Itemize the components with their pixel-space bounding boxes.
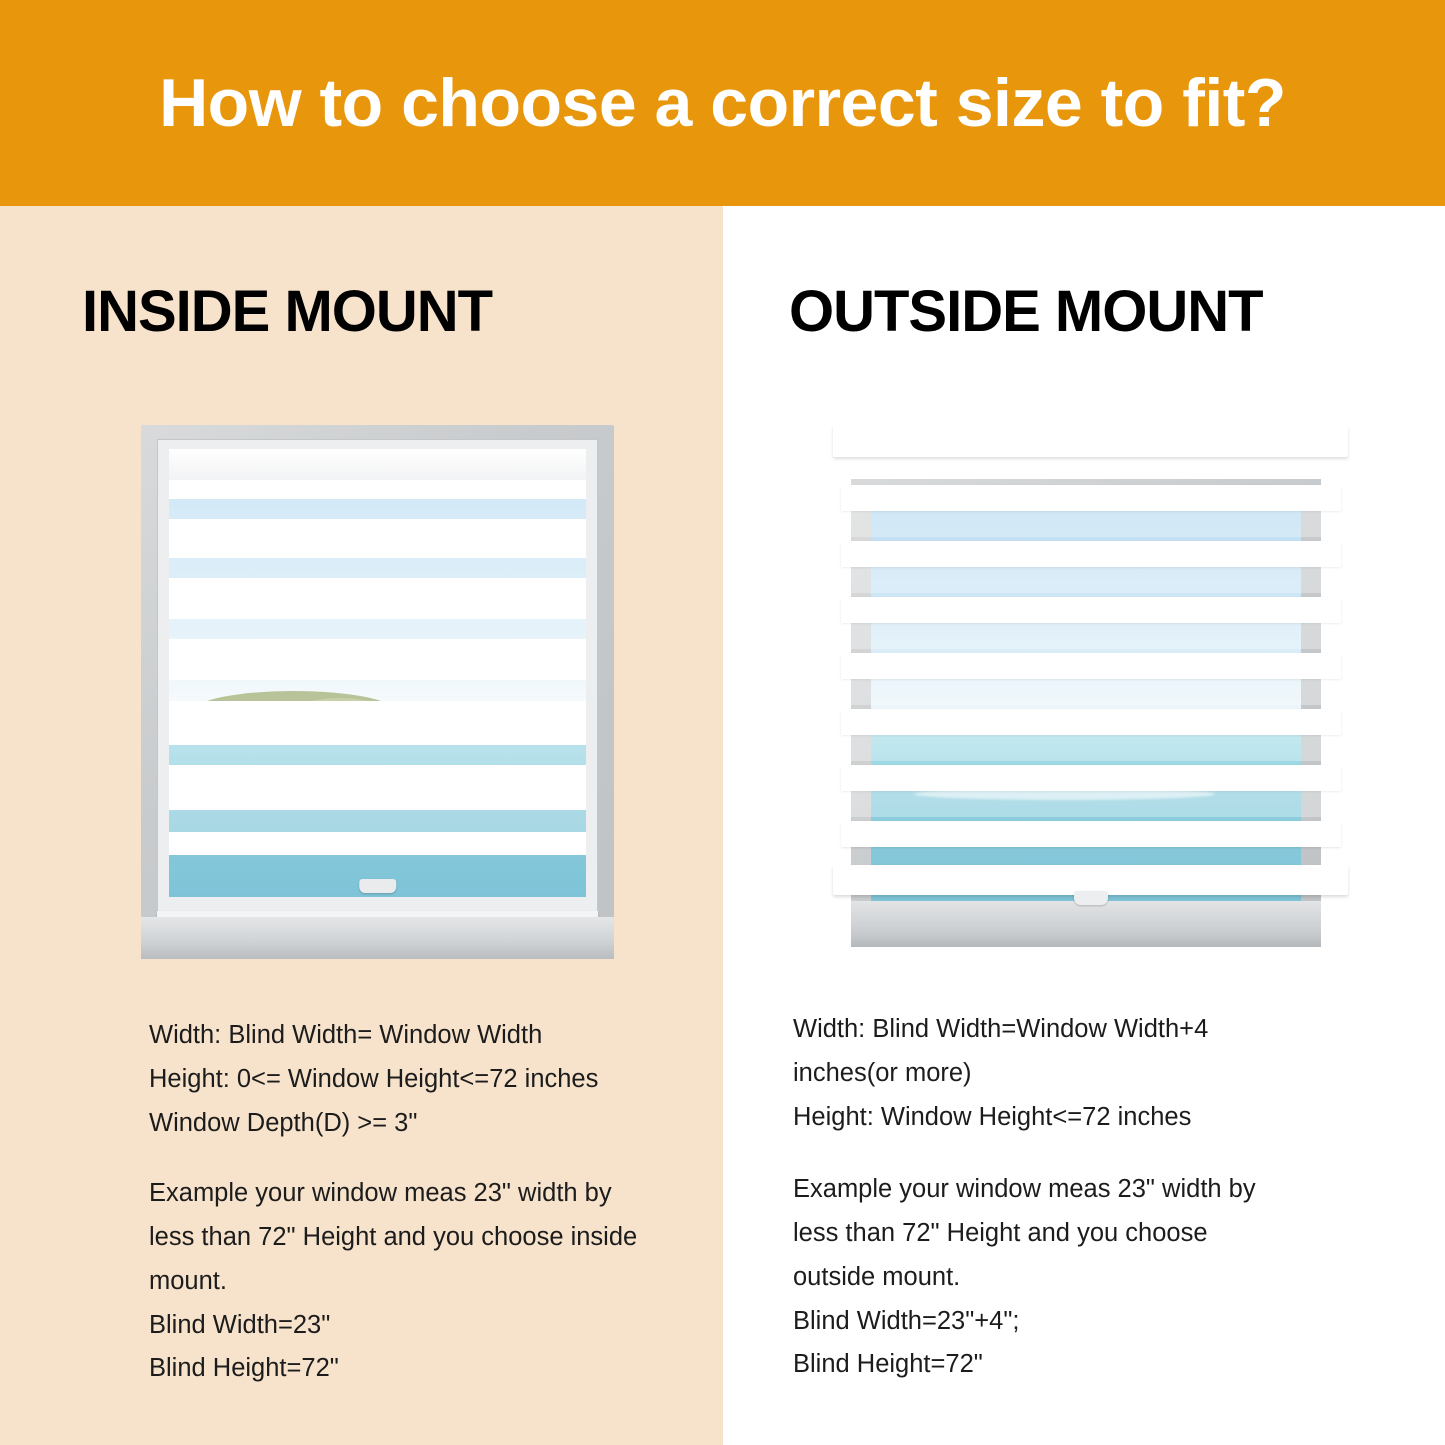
blind-slat xyxy=(841,485,1341,511)
blind-headrail xyxy=(169,449,586,480)
example-line: Blind Width=23"+4"; xyxy=(793,1306,1020,1335)
spec-line: Height: Window Height<=72 inches xyxy=(793,1102,1192,1131)
blind-slat xyxy=(841,765,1341,791)
blind-headrail xyxy=(833,425,1348,457)
inside-mount-specs xyxy=(149,1014,669,1146)
blind-sheer-band xyxy=(841,735,1341,761)
spec-line: Height: 0<= Window Height<=72 inches xyxy=(149,1064,599,1093)
blind-pull-tab[interactable] xyxy=(359,879,397,892)
spec-line: Window Depth(D) >= 3" xyxy=(149,1108,418,1137)
panels-container xyxy=(0,206,1445,1445)
blind-slat xyxy=(841,597,1341,623)
blind-slat xyxy=(169,578,586,599)
example-line: Example your window meas 23" width by xyxy=(149,1179,612,1207)
blind-sheer-band xyxy=(169,499,586,519)
page-title: How to choose a correct size to fit? xyxy=(159,65,1286,141)
blind-sheer-band xyxy=(841,791,1341,817)
blind-sheer-band xyxy=(169,680,586,701)
blind-sheer-band xyxy=(169,558,586,578)
blind-sheer-band xyxy=(841,511,1341,537)
panel-outside-mount xyxy=(723,206,1445,1445)
heading-inside-mount: INSIDE MOUNT xyxy=(82,279,493,344)
blind-pull-tab[interactable] xyxy=(1074,891,1108,905)
example-line: less than 72" Height and you choose xyxy=(793,1218,1208,1247)
inside-mount-illustration xyxy=(141,425,614,959)
panel-inside-mount xyxy=(0,206,723,1445)
blind-slat xyxy=(841,541,1341,567)
example-line: Blind Height=72" xyxy=(793,1350,983,1379)
blind-slat xyxy=(169,701,586,723)
window-sill xyxy=(141,917,614,959)
spec-line: Width: Blind Width= Window Width xyxy=(149,1021,543,1049)
blind-slat xyxy=(841,821,1341,847)
blind-slat xyxy=(169,832,586,855)
window-glass-area xyxy=(169,449,586,897)
example-line: less than 72" Height and you choose inside xyxy=(149,1222,638,1251)
blind-slat xyxy=(169,538,586,559)
outside-mounted-blind xyxy=(833,425,1348,905)
spec-line: Width: Blind Width=Window Width+4 xyxy=(793,1015,1209,1043)
blind-sheer-band xyxy=(169,619,586,639)
blind-slat xyxy=(169,599,586,620)
example-line: Blind Width=23" xyxy=(149,1310,331,1339)
blind-slat xyxy=(841,653,1341,679)
blind-slat xyxy=(169,519,586,538)
blind-slat xyxy=(169,639,586,660)
blind-slat xyxy=(841,709,1341,735)
blind-slat xyxy=(169,788,586,810)
blind-slat xyxy=(169,660,586,681)
window-sill xyxy=(851,901,1321,947)
example-line: Example your window meas 23" width by xyxy=(793,1175,1256,1203)
header-banner xyxy=(0,0,1445,206)
outside-mount-example xyxy=(793,1168,1341,1387)
blind-sheer-band xyxy=(841,567,1341,593)
outside-mount-specs xyxy=(793,1008,1338,1140)
example-line: outside mount. xyxy=(793,1262,961,1291)
example-line: Blind Height=72" xyxy=(149,1354,339,1383)
outside-mount-illustration xyxy=(833,425,1348,959)
inside-mount-example xyxy=(149,1172,679,1391)
blind-slat xyxy=(169,723,586,745)
heading-outside-mount: OUTSIDE MOUNT xyxy=(789,279,1263,344)
blind-sheer-band xyxy=(169,745,586,766)
blind-bottomrail xyxy=(833,865,1348,895)
example-line: mount. xyxy=(149,1266,227,1295)
blind-slat xyxy=(169,480,586,499)
blind-sheer-band xyxy=(841,679,1341,705)
spec-line: inches(or more) xyxy=(793,1058,972,1087)
blind-sheer-band xyxy=(841,623,1341,649)
blind-slat xyxy=(169,765,586,787)
blind-sheer-band xyxy=(169,810,586,832)
